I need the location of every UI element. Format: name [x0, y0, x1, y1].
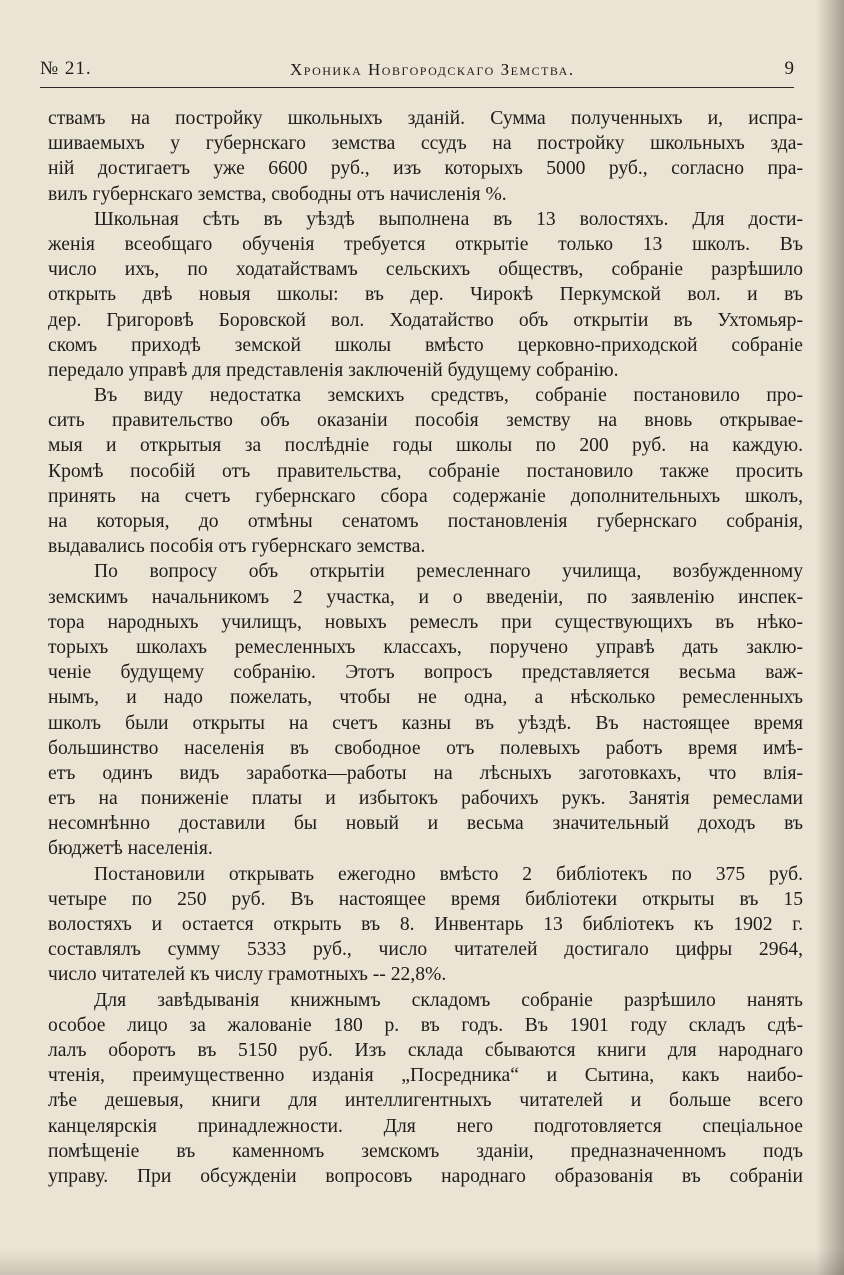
text-line: лѣе дешевыя, книги для интеллигентныхъ читателей и больше всего [48, 1090, 803, 1112]
text-line: етъ на пониженіе платы и избытокъ рабочихъ рукъ. Занятія ремеслами [48, 788, 803, 810]
page-bottom-shadow [0, 1249, 844, 1275]
text-line: составлялъ сумму 5333 руб., число читателей достигало цифры 2964, [48, 939, 803, 961]
text-line: волостяхъ и остается открыть въ 8. Инвентарь 13 библіотекъ къ 1902 г. [48, 914, 803, 935]
text-line: Для завѣдыванія книжнымъ складомъ собраніе разрѣшило нанять [94, 989, 803, 1011]
text-line: управу. При обсужденіи вопросовъ народнаго образованія въ собраніи [48, 1165, 803, 1187]
text-line: лалъ оборотъ въ 5150 руб. Изъ склада сбываются книги для народнаго [48, 1039, 803, 1061]
text-line: принять на счетъ губернскаго сбора содержаніе дополнительныхъ школъ, [48, 485, 803, 507]
page-number: 9 [784, 58, 794, 79]
text-line: большинство населенія въ свободное отъ полевыхъ работъ время имѣ- [48, 737, 803, 759]
text-line: нымъ, и надо пожелать, чтобы не одна, а нѣсколько ремесленныхъ [48, 687, 803, 709]
text-line: Школьная сѣть въ уѣздѣ выполнена въ 13 волостяхъ. Для дости- [94, 208, 803, 230]
text-line: сить правительство объ оказаніи пособія земству на вновь открывае- [48, 410, 803, 432]
body-text [48, 106, 803, 1189]
text-line: открыть двѣ новыя школы: въ дер. Чирокѣ Перкумской вол. и въ [48, 284, 803, 306]
text-line: выдавались пособія отъ губернскаго земства. [48, 536, 426, 558]
text-line: Кромѣ пособій отъ правительства, собраніе постановило также просить [48, 460, 803, 482]
text-line: По вопросу объ открытіи ремесленнаго училища, возбужденному [94, 561, 803, 583]
text-line: число ихъ, по ходатайствамъ сельскихъ обществъ, собраніе разрѣшило [48, 259, 803, 281]
text-line: четыре по 250 руб. Въ настоящее время библіотеки открыты въ 15 [48, 888, 803, 910]
text-line: передало управѣ для представленія заключеній будущему собранію. [48, 359, 619, 381]
text-line: мыя и открытыя за послѣдніе годы школы по 200 руб. на каждую. [48, 435, 803, 457]
text-line: скомъ приходѣ земской школы вмѣсто церковно-приходской собраніе [48, 334, 803, 356]
running-header [40, 58, 794, 88]
issue-number: № 21. [40, 58, 92, 79]
text-line: ствамъ на постройку школьныхъ зданій. Сумма полученныхъ и, испра- [48, 108, 803, 129]
text-line: етъ одинъ видъ заработка—работы на лѣсныхъ заготовкахъ, что влія- [48, 762, 803, 784]
text-line: несомнѣнно доставили бы новый и весьма значительный доходъ въ [48, 813, 803, 835]
text-line: торыхъ школахъ ремесленныхъ классахъ, поручено управѣ дать заклю- [48, 636, 803, 658]
text-line: особое лицо за жалованіе 180 р. въ годъ. Въ 1901 году складъ сдѣ- [48, 1014, 803, 1036]
text-line: число читателей къ числу грамотныхъ -- 22,8%. [48, 964, 447, 986]
text-line: бюджетѣ населенія. [48, 838, 213, 860]
text-line: женія всеобщаго обученія требуется открытіе только 13 школъ. Въ [48, 233, 803, 255]
text-line: шиваемыхъ у губернскаго земства ссудъ на постройку школьныхъ зда- [48, 133, 803, 155]
text-line: канцелярскія принадлежности. Для него подготовляется спеціальное [48, 1115, 803, 1137]
text-line: тора народныхъ училищъ, новыхъ ремеслъ при существующихъ въ нѣко- [48, 611, 803, 633]
text-line: ченіе будущему собранію. Этотъ вопросъ представляется весьма важ- [48, 662, 803, 684]
text-line: земскимъ начальникомъ 2 участка, и о введеніи, по заявленію инспек- [48, 586, 803, 608]
text-line: чтенія, преимущественно изданія „Посредника“ и Сытина, какъ наибо- [48, 1065, 803, 1087]
text-line: Постановили открывать ежегодно вмѣсто 2 библіотекъ по 375 руб. [94, 863, 803, 885]
page-edge-shadow [816, 0, 844, 1275]
header-rule [40, 87, 794, 88]
text-line: вилъ губернскаго земства, свободны отъ начисленія %. [48, 183, 507, 205]
journal-title: Хроника Новгородскаго Земства. [290, 60, 575, 79]
text-line: ній достигаетъ уже 6600 руб., изъ которыхъ 5000 руб., согласно пра- [48, 158, 803, 180]
text-line: на которыя, до отмѣны сенатомъ постановленія губернскаго собранія, [48, 511, 803, 532]
text-line: школъ были открыты на счетъ казны въ уѣздѣ. Въ настоящее время [48, 712, 803, 734]
text-line: дер. Григоровѣ Боровской вол. Ходатайство объ открытіи въ Ухтомьяр- [48, 309, 803, 331]
text-line: помѣщеніе въ каменномъ земскомъ зданіи, предназначенномъ подъ [48, 1140, 803, 1162]
text-line: Въ виду недостатка земскихъ средствъ, собраніе постановило про- [94, 385, 803, 407]
